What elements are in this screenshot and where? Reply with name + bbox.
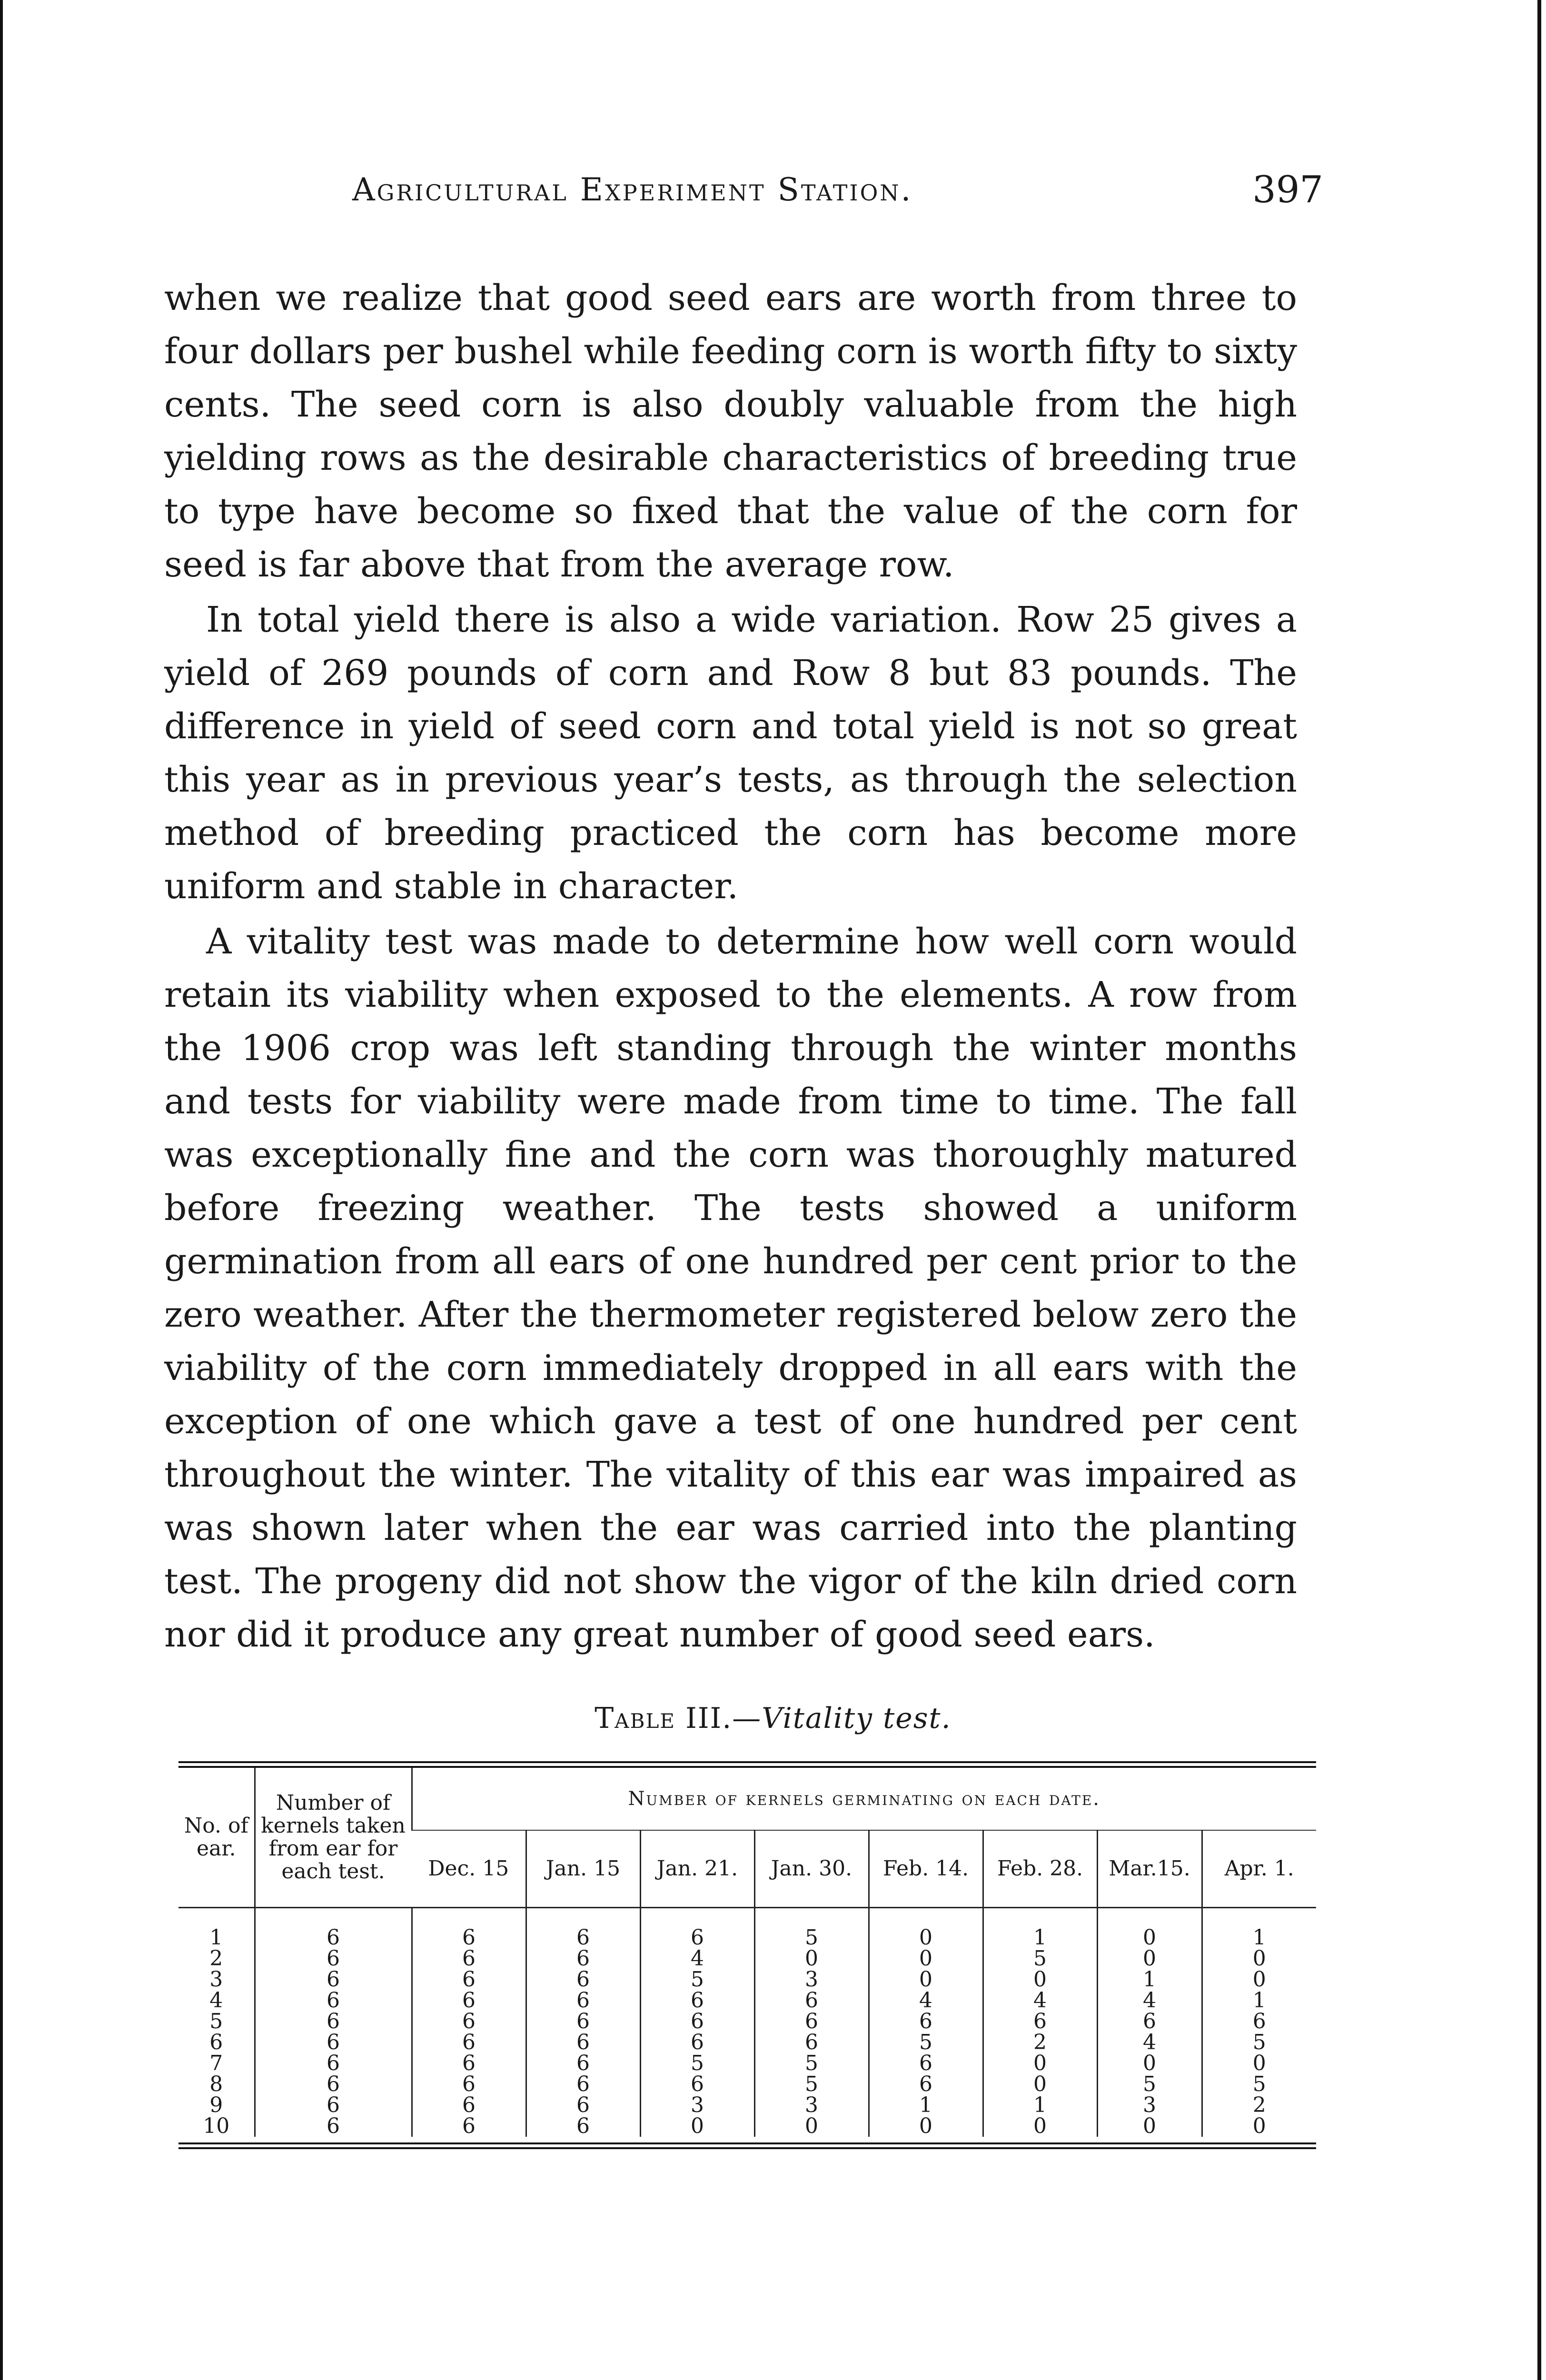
cell-value: 0 xyxy=(1202,1948,1316,1969)
cell-value: 6 xyxy=(526,2032,640,2053)
cell-value: 0 xyxy=(1097,1948,1202,1969)
cell-kernels: 6 xyxy=(255,2053,412,2074)
cell-value: 2 xyxy=(1202,2095,1316,2116)
cell-value: 0 xyxy=(754,2116,869,2137)
cell-value: 5 xyxy=(1202,2074,1316,2095)
cell-ear-no: 10 xyxy=(203,2114,230,2138)
table-row xyxy=(178,2116,1316,2137)
cell-kernels: 6 xyxy=(255,2116,412,2137)
table-row xyxy=(178,1969,1316,1990)
cell-value: 1 xyxy=(1097,1969,1202,1990)
cell-value: 6 xyxy=(983,2011,1097,2032)
page-header xyxy=(352,171,1323,224)
table-row xyxy=(178,2032,1316,2053)
table-bottom-rule xyxy=(178,2142,1316,2149)
col-header-date: Jan. 21. xyxy=(640,1830,754,1908)
col-header-date: Apr. 1. xyxy=(1202,1830,1316,1908)
col-group-header: Number of kernels germinating on each date. xyxy=(412,1768,1316,1830)
cell-value: 6 xyxy=(526,2074,640,2095)
cell-value: 1 xyxy=(869,2095,983,2116)
table-caption-title: Vitality test. xyxy=(762,1702,951,1735)
cell-ear-no: 2 xyxy=(209,1946,223,1971)
table-row xyxy=(178,2011,1316,2032)
table-row xyxy=(178,1927,1316,1948)
col-header-kernels: Number of kernels taken from ear for each test. xyxy=(255,1768,412,1908)
cell-value: 0 xyxy=(640,2116,754,2137)
cell-value: 0 xyxy=(754,1948,869,1969)
cell-value: 6 xyxy=(640,2011,754,2032)
cell-kernels: 6 xyxy=(255,2032,412,2053)
cell-kernels: 6 xyxy=(255,2095,412,2116)
cell-value: 2 xyxy=(983,2032,1097,2053)
cell-value: 0 xyxy=(869,1927,983,1948)
cell-value: 6 xyxy=(526,2095,640,2116)
cell-value: 1 xyxy=(1202,1990,1316,2011)
cell-value: 6 xyxy=(526,2116,640,2137)
body-text xyxy=(164,271,1297,1661)
cell-value: 6 xyxy=(412,1927,526,1948)
cell-value: 6 xyxy=(412,1990,526,2011)
paragraph-3: A vitality test was made to determine how well corn would retain its viability when exposed to the elements. A row from the 1906 crop was left standing through the winter months and tests for viability were made from time to time. The fall was exceptionally fine and the corn was thoroughly matured before freezing weather. The tests showed a uniform germination from all ears of one hundred per cent prior to the zero weather. After the thermometer registered below zero the viability of the corn immediately dropped in all ears with the exception of one which gave a test of one hundred per cent throughout the winter. The vitality of this ear was impaired as was shown later when the ear was carried into the planting test. The progeny did not show the vigor of the kiln dried corn nor did it produce any great number of good seed ears. xyxy=(164,921,1297,1655)
cell-value: 6 xyxy=(640,1927,754,1948)
table-row xyxy=(178,2074,1316,2095)
col-header-date: Feb. 14. xyxy=(869,1830,983,1908)
col-header-date: Jan. 30. xyxy=(754,1830,869,1908)
table-caption xyxy=(0,1702,1546,1735)
cell-value: 4 xyxy=(983,1990,1097,2011)
cell-value: 0 xyxy=(1202,1969,1316,1990)
cell-value: 3 xyxy=(640,2095,754,2116)
cell-ear-no: 9 xyxy=(209,2093,223,2117)
cell-value: 6 xyxy=(640,2074,754,2095)
cell-value: 0 xyxy=(1097,1927,1202,1948)
col-header-date: Feb. 28. xyxy=(983,1830,1097,1908)
cell-value: 6 xyxy=(640,2032,754,2053)
cell-value: 0 xyxy=(983,2074,1097,2095)
col-header-no-ear: No. of ear. xyxy=(184,1814,248,1861)
cell-value: 6 xyxy=(412,1948,526,1969)
page-edge-left xyxy=(0,0,3,2380)
cell-value: 6 xyxy=(526,1948,640,1969)
cell-value: 1 xyxy=(983,1927,1097,1948)
cell-kernels: 6 xyxy=(255,1927,412,1948)
paragraph-2: In total yield there is also a wide variation. Row 25 gives a yield of 269 pounds of corn and Row 8 but 83 pounds. The difference in yield of seed corn and total yield is not so great this year as in previous year’s tests, as through the selection method of breeding practiced the corn has become more uniform and stable in character. xyxy=(164,599,1297,907)
cell-value: 6 xyxy=(412,1969,526,1990)
table-row xyxy=(178,2095,1316,2116)
cell-value: 6 xyxy=(412,2116,526,2137)
cell-value: 0 xyxy=(983,1969,1097,1990)
cell-value: 0 xyxy=(1097,2053,1202,2074)
cell-value: 6 xyxy=(869,2011,983,2032)
col-header-date: Dec. 15 xyxy=(428,1856,509,1881)
page-number: 397 xyxy=(1252,169,1323,211)
cell-value: 3 xyxy=(754,1969,869,1990)
cell-value: 0 xyxy=(869,1948,983,1969)
cell-kernels: 6 xyxy=(255,1948,412,1969)
col-header-date: Mar.15. xyxy=(1097,1830,1202,1908)
cell-ear-no: 8 xyxy=(209,2072,223,2096)
cell-value: 0 xyxy=(983,2053,1097,2074)
table-row xyxy=(178,2053,1316,2074)
cell-value: 5 xyxy=(754,1927,869,1948)
cell-value: 6 xyxy=(526,1969,640,1990)
table-row xyxy=(178,1990,1316,2011)
cell-ear-no: 1 xyxy=(209,1925,223,1950)
cell-ear-no: 5 xyxy=(209,2009,223,2033)
cell-value: 6 xyxy=(1202,2011,1316,2032)
cell-value: 0 xyxy=(983,2116,1097,2137)
table-row xyxy=(178,1948,1316,1969)
cell-value: 6 xyxy=(754,2011,869,2032)
cell-value: 5 xyxy=(1202,2032,1316,2053)
cell-value: 0 xyxy=(1202,2053,1316,2074)
cell-ear-no: 3 xyxy=(209,1967,223,1992)
cell-value: 0 xyxy=(1202,2116,1316,2137)
cell-value: 5 xyxy=(754,2053,869,2074)
cell-value: 5 xyxy=(754,2074,869,2095)
paragraph-1: when we realize that good seed ears are worth from three to four dollars per bushel while feeding corn is worth fifty to sixty cents. The seed corn is also doubly valuable from the high yielding rows as the desirable characteristics of breeding true to type have become so fixed that the value of the corn for seed is far above that from the average row. xyxy=(164,278,1297,585)
cell-kernels: 6 xyxy=(255,1969,412,1990)
cell-value: 6 xyxy=(526,1990,640,2011)
cell-value: 0 xyxy=(869,2116,983,2137)
cell-value: 4 xyxy=(1097,1990,1202,2011)
cell-kernels: 6 xyxy=(255,2011,412,2032)
cell-value: 3 xyxy=(754,2095,869,2116)
cell-value: 4 xyxy=(869,1990,983,2011)
cell-value: 6 xyxy=(412,2011,526,2032)
cell-value: 6 xyxy=(526,2011,640,2032)
cell-kernels: 6 xyxy=(255,1990,412,2011)
cell-value: 0 xyxy=(1097,2116,1202,2137)
cell-value: 1 xyxy=(1202,1927,1316,1948)
cell-value: 6 xyxy=(526,1927,640,1948)
cell-value: 6 xyxy=(1097,2011,1202,2032)
table-top-rule xyxy=(178,1761,1316,1768)
cell-value: 5 xyxy=(1097,2074,1202,2095)
cell-ear-no: 6 xyxy=(209,2030,223,2054)
cell-value: 6 xyxy=(754,1990,869,2011)
vitality-table-container xyxy=(178,1761,1316,2149)
cell-value: 6 xyxy=(640,1990,754,2011)
col-header-date: Jan. 15 xyxy=(526,1830,640,1908)
vitality-table xyxy=(178,1768,1316,2137)
cell-kernels: 6 xyxy=(255,2074,412,2095)
cell-value: 5 xyxy=(640,2053,754,2074)
cell-value: 5 xyxy=(869,2032,983,2053)
cell-value: 6 xyxy=(412,2032,526,2053)
cell-value: 6 xyxy=(412,2074,526,2095)
table-caption-label: Table III.— xyxy=(595,1702,762,1735)
cell-value: 4 xyxy=(1097,2032,1202,2053)
cell-value: 1 xyxy=(983,2095,1097,2116)
cell-value: 6 xyxy=(869,2074,983,2095)
cell-value: 4 xyxy=(640,1948,754,1969)
cell-value: 6 xyxy=(412,2095,526,2116)
cell-value: 6 xyxy=(526,2053,640,2074)
cell-value: 6 xyxy=(754,2032,869,2053)
cell-value: 5 xyxy=(983,1948,1097,1969)
cell-value: 0 xyxy=(869,1969,983,1990)
cell-value: 3 xyxy=(1097,2095,1202,2116)
header-separator-row xyxy=(178,1908,1316,1928)
cell-ear-no: 4 xyxy=(209,1988,223,2013)
cell-value: 6 xyxy=(412,2053,526,2074)
cell-ear-no: 7 xyxy=(209,2051,223,2075)
cell-value: 5 xyxy=(640,1969,754,1990)
cell-value: 6 xyxy=(869,2053,983,2074)
running-head: Agricultural Experiment Station. xyxy=(352,171,913,208)
page-edge-right xyxy=(1537,0,1541,2380)
